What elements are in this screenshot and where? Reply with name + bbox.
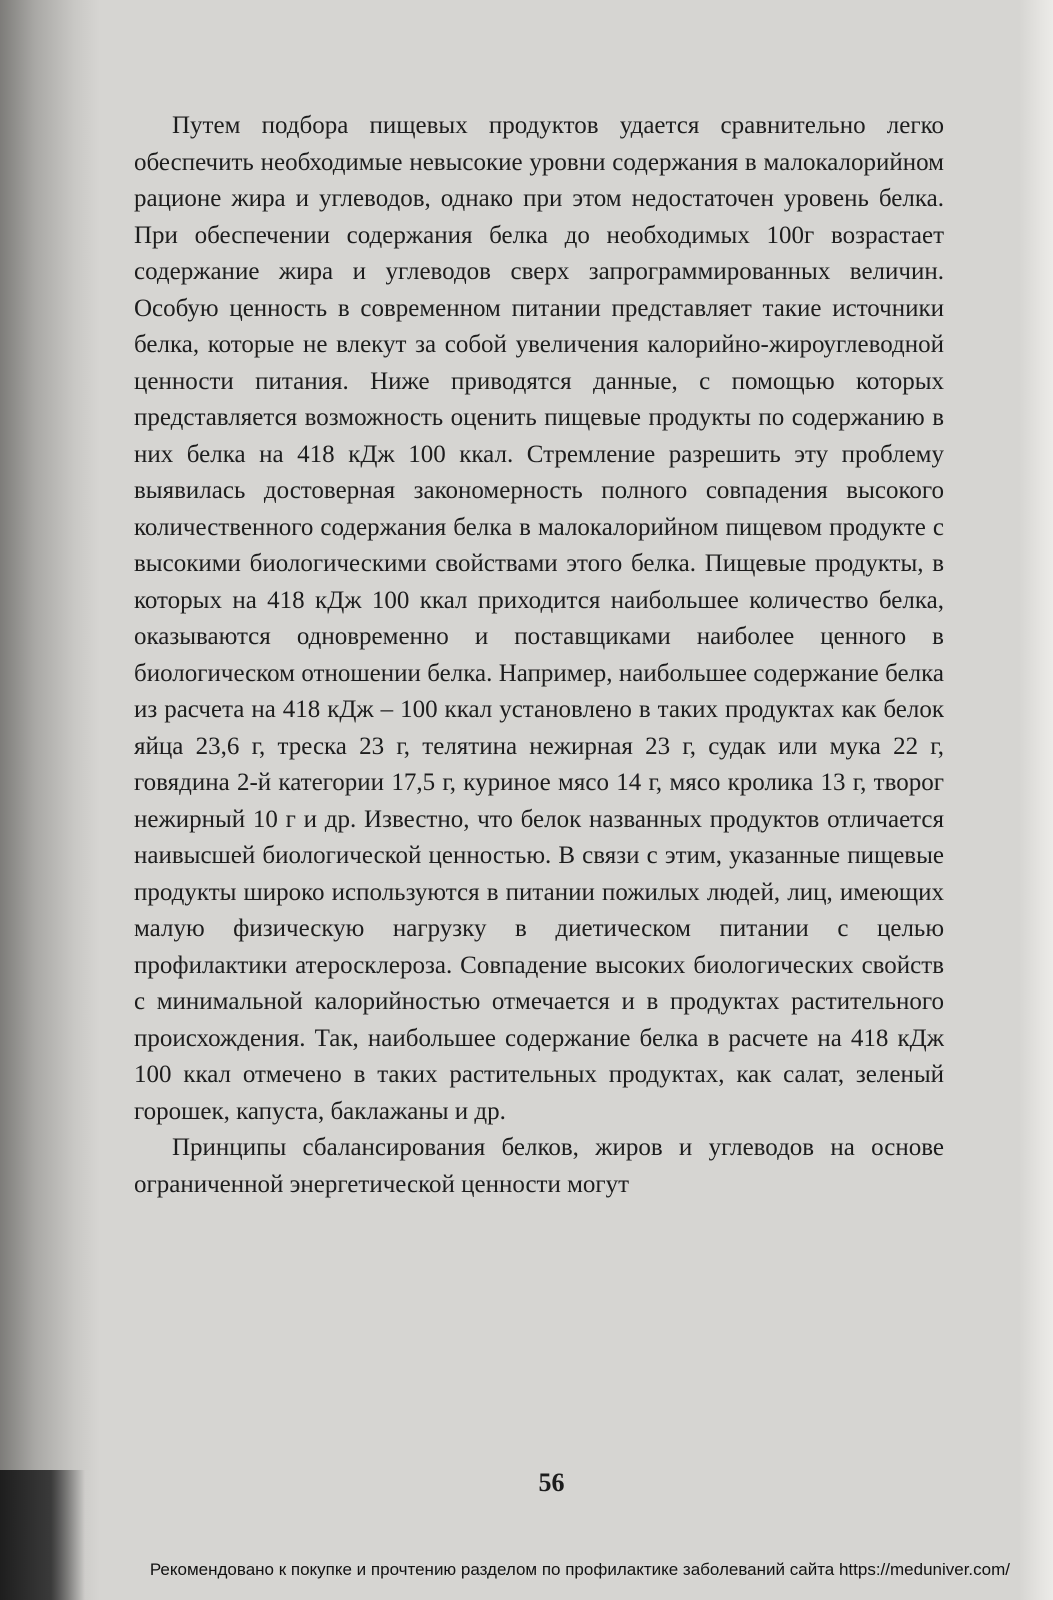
paragraph-2: Принципы сбалансирования белков, жиров и углеводов на основе ограниченной энергетической ценности могут (134, 1134, 944, 1198)
paragraph-1: Путем подбора пищевых продуктов удается сравнительно легко обеспечить необходимые невысокие уровни содержания в малокалорийном рационе жира и углеводов, однако при этом недостаточен уровень белка. При обеспечении содержания белка до необходимых 100г возрастает содержание жира и углеводов сверх запрограммированных величин. Особую ценность в современном питании представляет такие источники белка, которые не влекут за собой увеличения калорийно-жироуглеводной ценности питания. Ниже приводятся данные, с помощью которых представляется возможность оценить пищевые продукты по содержанию в них белка на 418 кДж 100 ккал. Стремление разрешить эту проблему выявилась достоверная закономерность полного совпадения высокого количественного содержания белка в малокалорийном пищевом продукте с высокими биологическими свойствами этого белка. Пищевые продукты, в которых на 418 кДж 100 ккал приходится наибольшее количество белка, оказываются одновременно и поставщиками наиболее ценного в биологическом отношении белка. Например, наибольшее содержание белка из расчета на 418 кДж – 100 ккал установлено в таких продуктах как белок яйца 23,6 г, треска 23 г, телятина нежирная 23 г, судак или мука 22 г, говядина 2-й категории 17,5 г, куриное мясо 14 г, мясо кролика 13 г, творог нежирный 10 г и др. Известно, что белок названных продуктов отличается наивысшей биологической ценностью. В связи с этим, указанные пищевые продукты широко используются в питании пожилых людей, лиц, имеющих малую физическую нагрузку в диетическом питании с целью профилактики атеросклероза. Совпадение высоких биологических свойств с минимальной калорийностью отмечается и в продуктах растительного происхождения. Так, наибольшее содержание белка в расчете на 418 кДж 100 ккал отмечено в таких растительных продуктах, как салат, зеленый горошек, капуста, баклажаны и др. (134, 112, 944, 1125)
footer-note: Рекомендовано к покупке и прочтению разделом по профилактике заболеваний сайта https://meduniver.com/ (149, 1560, 1010, 1579)
page-number: 56 (538, 1468, 565, 1497)
body-text (134, 108, 944, 1203)
